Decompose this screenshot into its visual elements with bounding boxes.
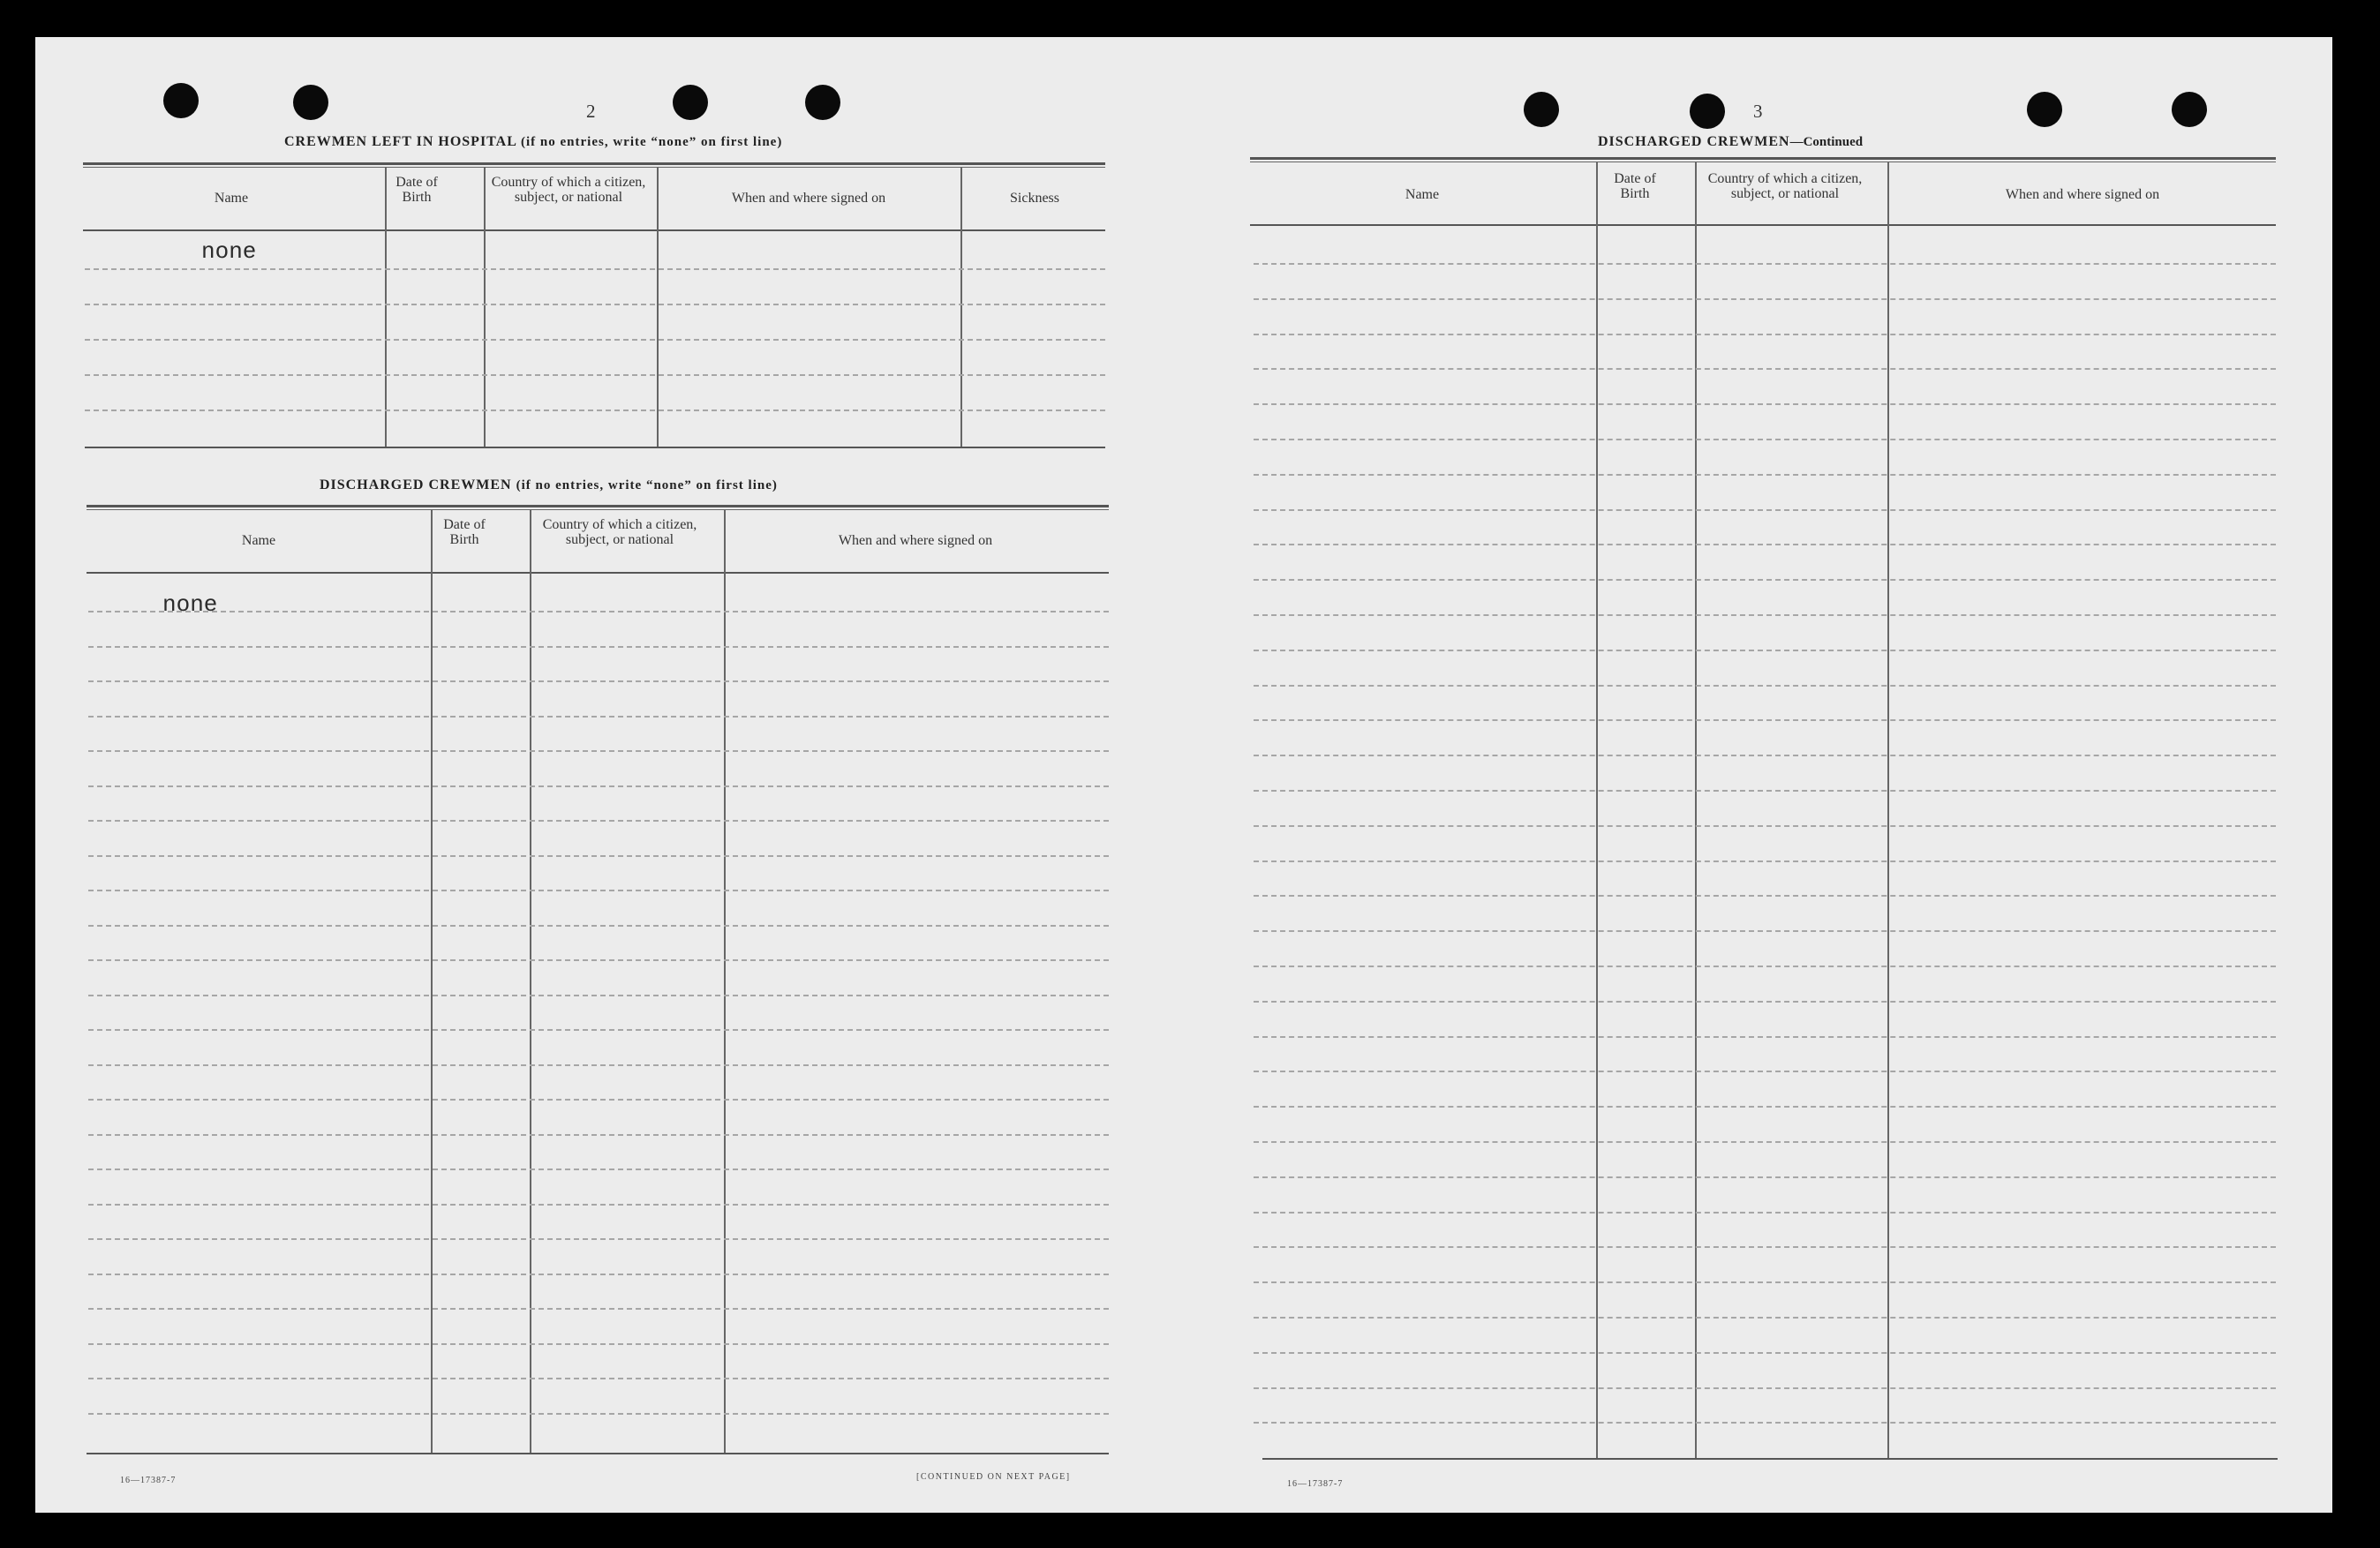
entry-line bbox=[1254, 685, 2276, 687]
punch-hole bbox=[805, 85, 840, 120]
hospital-top-rule bbox=[83, 162, 1105, 165]
discharged-header-underline bbox=[87, 572, 1109, 574]
col-divider bbox=[960, 168, 962, 448]
entry-line bbox=[88, 1029, 1109, 1031]
col-header-signed-on: When and where signed on bbox=[2005, 187, 2160, 202]
entry-line bbox=[1254, 1212, 2276, 1214]
punch-hole bbox=[2027, 92, 2062, 127]
right-bottom-rule bbox=[1262, 1458, 2278, 1460]
entry-line bbox=[1254, 334, 2276, 335]
entry-line bbox=[88, 855, 1109, 857]
form-number-right: 16—17387-7 bbox=[1287, 1479, 1344, 1489]
entry-line bbox=[88, 1169, 1109, 1170]
col-header-name: Name bbox=[1405, 187, 1440, 202]
hospital-header-underline bbox=[83, 229, 1105, 231]
entry-line bbox=[1254, 825, 2276, 827]
col-divider bbox=[1596, 162, 1598, 1460]
col-divider bbox=[431, 510, 433, 1454]
entry-line bbox=[1254, 1246, 2276, 1248]
entry-line bbox=[88, 995, 1109, 996]
entry-line bbox=[88, 1064, 1109, 1066]
entry-line bbox=[85, 304, 1105, 305]
col-header-name: Name bbox=[214, 191, 249, 206]
entry-line bbox=[88, 1413, 1109, 1415]
col-header-country: Country of which a citizen, subject, or national bbox=[491, 175, 646, 205]
entry-line bbox=[88, 890, 1109, 891]
form-number-left: 16—17387-7 bbox=[120, 1476, 177, 1485]
entry-line bbox=[1254, 1352, 2276, 1354]
entry-line bbox=[1254, 1317, 2276, 1319]
hospital-entry-none: none bbox=[201, 238, 257, 265]
entry-line bbox=[88, 1238, 1109, 1240]
entry-line bbox=[1254, 579, 2276, 581]
entry-line bbox=[1254, 790, 2276, 792]
col-divider bbox=[724, 510, 726, 1454]
discharged-continued-title bbox=[1598, 134, 1863, 150]
entry-line bbox=[1254, 403, 2276, 405]
entry-line bbox=[1254, 1001, 2276, 1003]
discharged-top-rule bbox=[87, 505, 1109, 507]
entry-line bbox=[88, 716, 1109, 718]
col-header-sickness: Sickness bbox=[1010, 191, 1059, 206]
entry-line bbox=[88, 1343, 1109, 1345]
entry-line bbox=[1254, 1141, 2276, 1143]
entry-line bbox=[1254, 860, 2276, 862]
col-divider bbox=[484, 168, 486, 448]
entry-line bbox=[88, 646, 1109, 648]
col-header-dob: Date of Birth bbox=[395, 175, 438, 205]
punch-hole bbox=[163, 83, 199, 118]
right-title-suffix: —Continued bbox=[1789, 135, 1864, 149]
entry-line bbox=[88, 1204, 1109, 1206]
entry-line bbox=[1254, 474, 2276, 476]
discharged-bottom-rule bbox=[87, 1453, 1109, 1454]
col-header-signed-on: When and where signed on bbox=[731, 191, 886, 206]
discharged-title-note: (if no entries, write “none” on first line) bbox=[516, 478, 778, 492]
col-header-country: Country of which a citizen, subject, or national bbox=[542, 517, 697, 547]
entry-line bbox=[1254, 1036, 2276, 1038]
entry-line bbox=[1254, 1071, 2276, 1072]
entry-line bbox=[1254, 1387, 2276, 1389]
entry-line bbox=[1254, 719, 2276, 721]
discharged-top-rule-2 bbox=[87, 509, 1109, 510]
entry-line bbox=[1254, 614, 2276, 616]
entry-line bbox=[88, 959, 1109, 961]
col-header-dob: Date of Birth bbox=[1614, 171, 1656, 201]
hospital-bottom-rule bbox=[85, 447, 1105, 448]
col-divider bbox=[1887, 162, 1889, 1460]
col-divider bbox=[1695, 162, 1697, 1460]
entry-line bbox=[1254, 1281, 2276, 1283]
entry-line bbox=[1254, 895, 2276, 897]
hospital-top-rule-2 bbox=[83, 167, 1105, 168]
entry-line bbox=[88, 925, 1109, 927]
punch-hole bbox=[2172, 92, 2207, 127]
entry-line bbox=[1254, 439, 2276, 440]
col-header-dob: Date of Birth bbox=[443, 517, 486, 547]
col-header-country: Country of which a citizen, subject, or national bbox=[1707, 171, 1863, 201]
continued-next-page: [CONTINUED ON NEXT PAGE] bbox=[916, 1472, 1071, 1482]
entry-line bbox=[85, 374, 1105, 376]
entry-line bbox=[1254, 298, 2276, 300]
entry-line bbox=[1254, 966, 2276, 967]
right-title-text: DISCHARGED CREWMEN bbox=[1598, 134, 1790, 149]
hospital-title-text: CREWMEN LEFT IN HOSPITAL bbox=[284, 134, 517, 149]
page-number-right: 3 bbox=[1753, 101, 1763, 122]
entry-line bbox=[88, 1099, 1109, 1101]
entry-line bbox=[1254, 263, 2276, 265]
document-sheet bbox=[35, 37, 2332, 1513]
entry-line bbox=[88, 1274, 1109, 1275]
entry-line bbox=[85, 339, 1105, 341]
entry-line bbox=[1254, 930, 2276, 932]
entry-line bbox=[88, 680, 1109, 682]
entry-line bbox=[1254, 368, 2276, 370]
entry-line bbox=[88, 611, 1109, 612]
entry-line bbox=[88, 1308, 1109, 1310]
punch-hole bbox=[293, 85, 328, 120]
discharged-section-title bbox=[320, 477, 778, 493]
discharged-title-text: DISCHARGED CREWMEN bbox=[320, 477, 512, 492]
entry-line bbox=[1254, 650, 2276, 651]
right-header-underline bbox=[1250, 224, 2276, 226]
col-divider bbox=[530, 510, 531, 1454]
entry-line bbox=[88, 750, 1109, 752]
punch-hole bbox=[1690, 94, 1725, 129]
entry-line bbox=[1254, 509, 2276, 511]
col-header-signed-on: When and where signed on bbox=[838, 533, 993, 548]
col-divider bbox=[657, 168, 659, 448]
entry-line bbox=[88, 1378, 1109, 1379]
entry-line bbox=[85, 268, 1105, 270]
entry-line bbox=[85, 410, 1105, 411]
entry-line bbox=[1254, 1176, 2276, 1178]
hospital-title-note: (if no entries, write “none” on first line) bbox=[521, 135, 783, 149]
page-number-left: 2 bbox=[586, 101, 596, 122]
right-top-rule bbox=[1250, 157, 2276, 160]
entry-line bbox=[88, 1134, 1109, 1136]
entry-line bbox=[1254, 755, 2276, 756]
punch-hole bbox=[1524, 92, 1559, 127]
entry-line bbox=[1254, 1422, 2276, 1424]
entry-line bbox=[1254, 1106, 2276, 1108]
punch-hole bbox=[673, 85, 708, 120]
entry-line bbox=[88, 820, 1109, 822]
hospital-section-title bbox=[284, 134, 782, 150]
col-header-name: Name bbox=[241, 533, 276, 548]
discharged-entry-none: none bbox=[162, 591, 218, 618]
entry-line bbox=[1254, 544, 2276, 545]
entry-line bbox=[88, 785, 1109, 787]
col-divider bbox=[385, 168, 387, 448]
